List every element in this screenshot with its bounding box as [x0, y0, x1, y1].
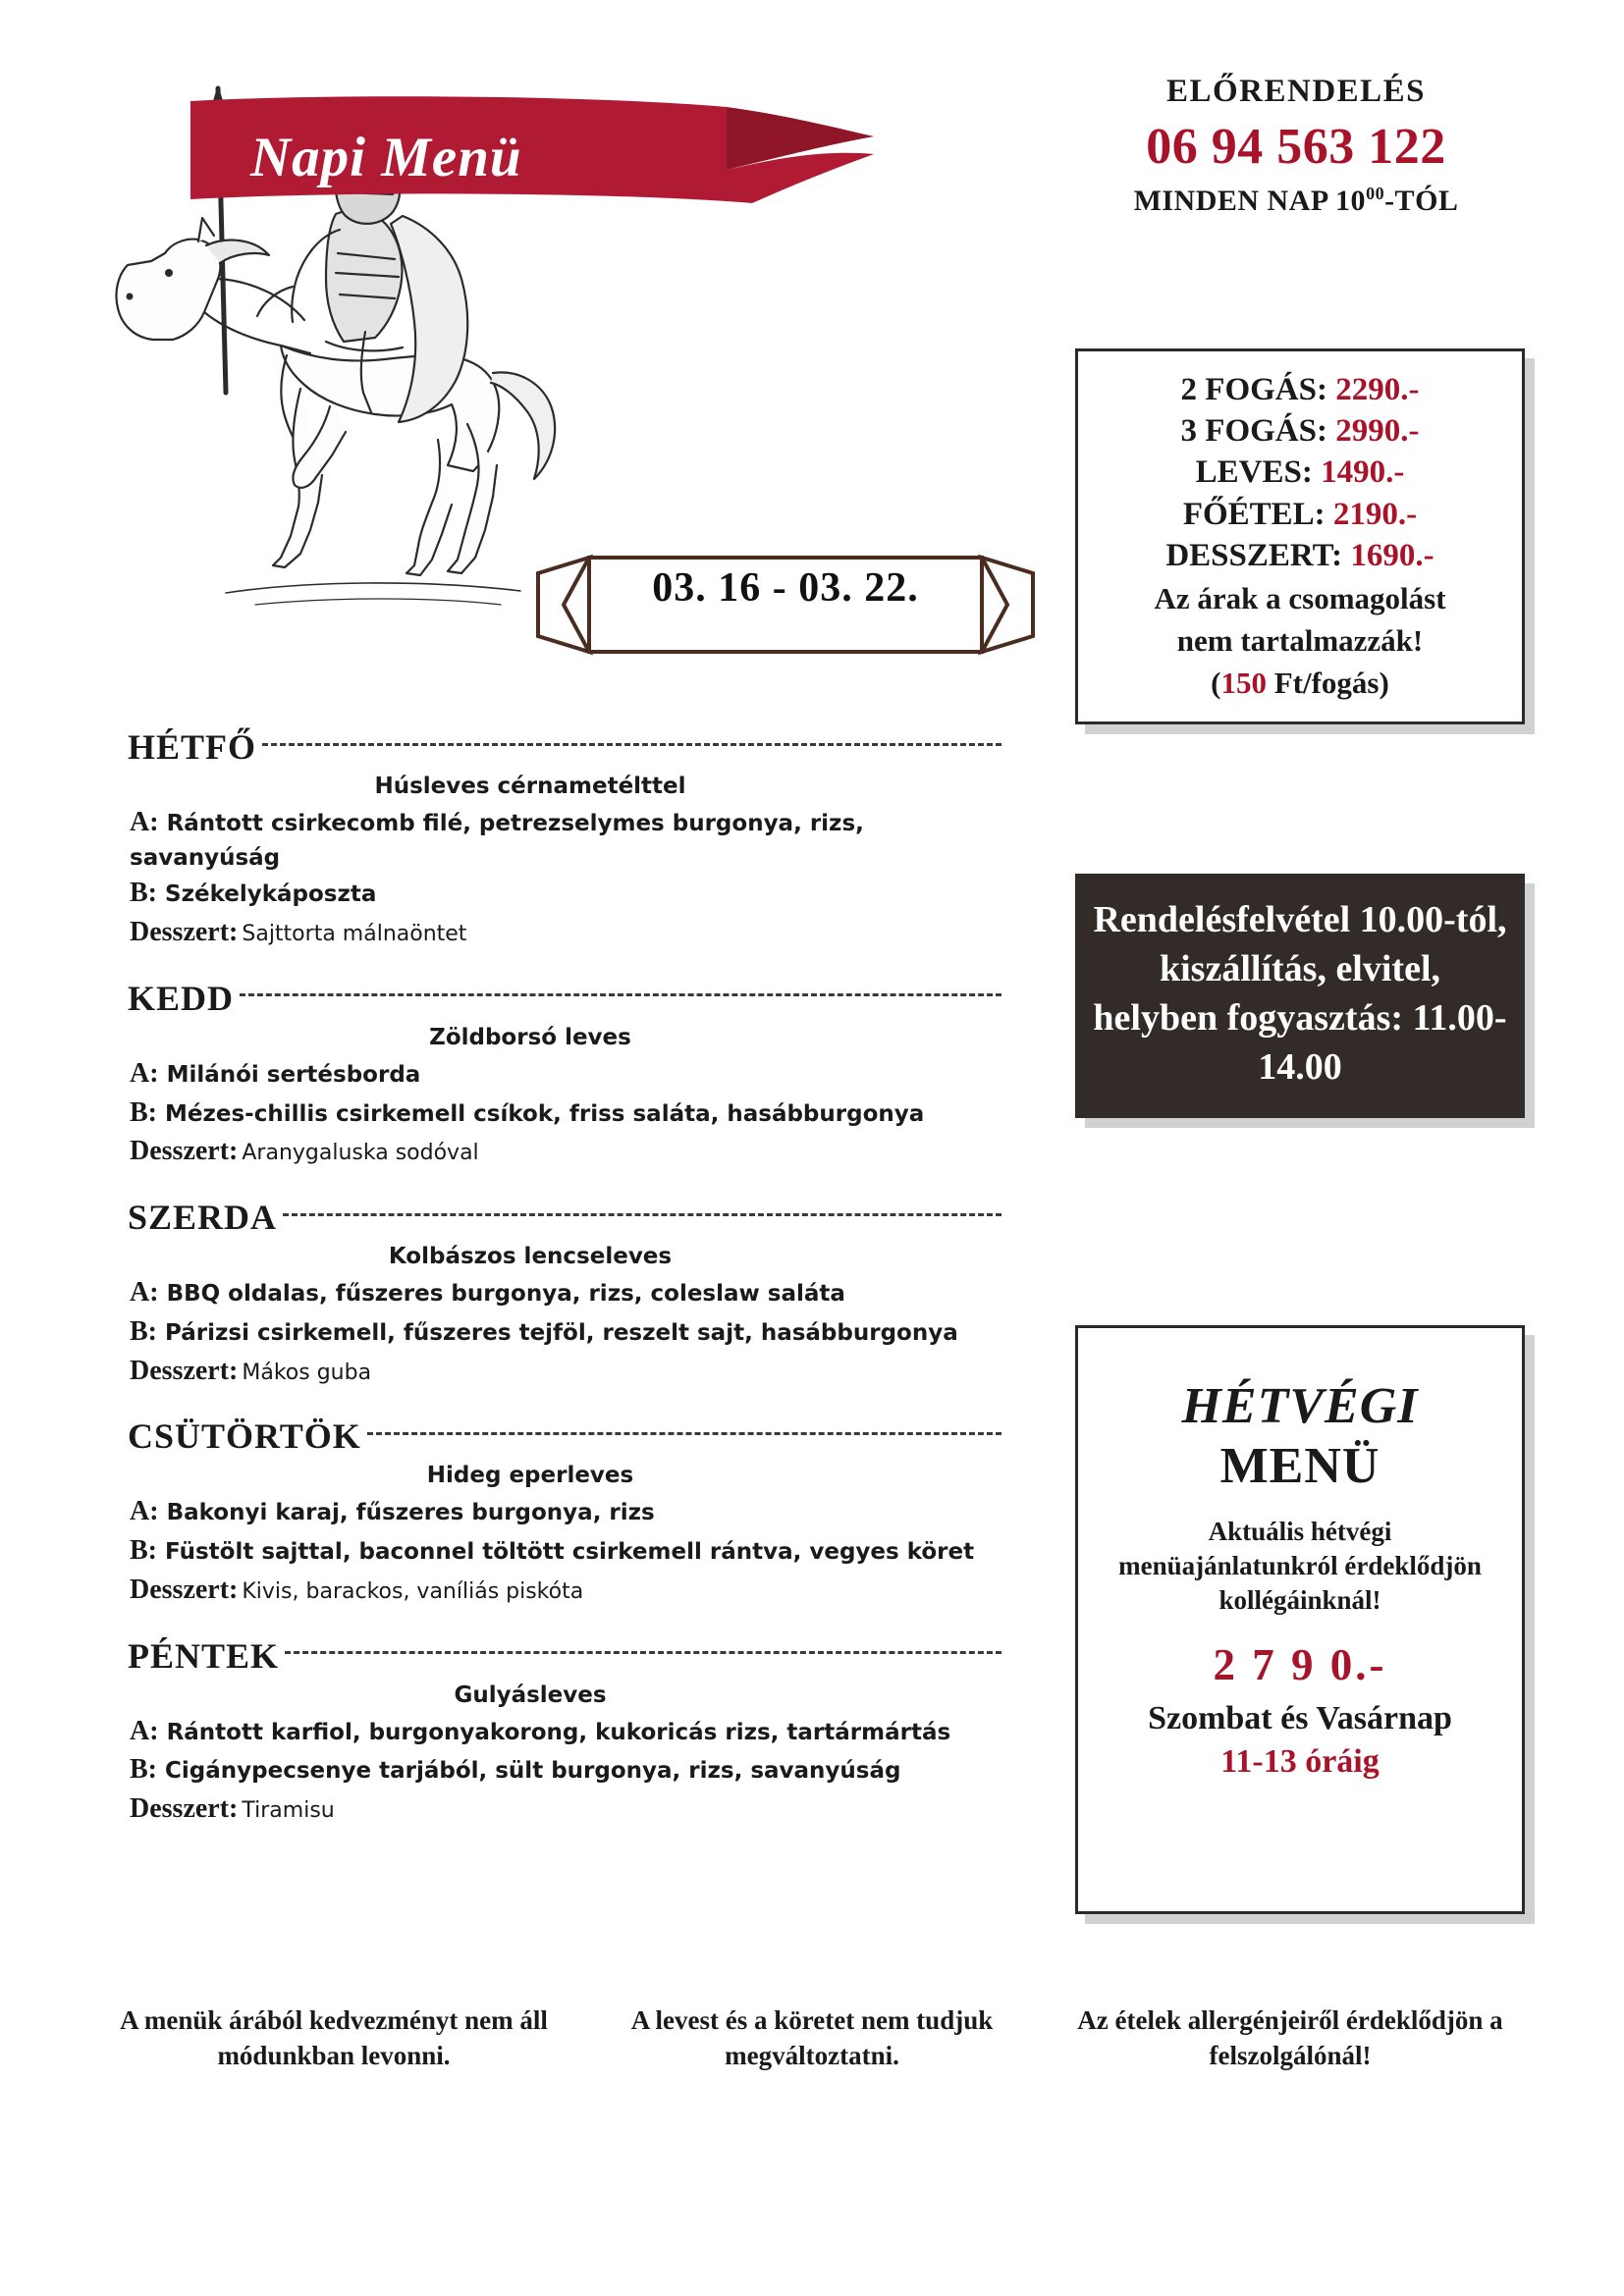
course-a-tag: A: [130, 1715, 159, 1746]
menu-dessert [130, 1352, 1011, 1391]
course-b-tag: B: [130, 1754, 157, 1786]
preorder-label: ELŐRENDELÉS [1165, 74, 1427, 109]
dessert-label: Desszert: [130, 1136, 239, 1167]
dessert-text: Aranygaluska sodóval [242, 1141, 479, 1166]
preorder-hours [1041, 184, 1551, 218]
course-b-text: Székelykáposzta [165, 881, 377, 908]
course-a-text: Bakonyi karaj, fűszeres burgonya, rizs [166, 1500, 655, 1526]
price-amount: 2990.- [1335, 413, 1420, 450]
dessert-text: Tiramisu [242, 1798, 335, 1824]
packaging-fee-note [1092, 665, 1508, 703]
menu-course-b [130, 1312, 1011, 1352]
banner-title-text: Napi Menü [250, 127, 522, 188]
price-amount: 2190.- [1332, 496, 1418, 532]
menu-course-b [130, 1750, 1011, 1789]
course-a-text: Rántott karfiol, burgonyakorong, kukoricás rizs, tartármártás [166, 1719, 951, 1745]
menu-dessert [130, 1789, 1011, 1829]
packaging-fee-unit: Ft/fogás) [1266, 665, 1389, 700]
packaging-fee-amount: 150 [1220, 665, 1267, 700]
menu-dessert [130, 1132, 1011, 1171]
dessert-label: Desszert: [130, 1793, 239, 1825]
course-b-text: Cigánypecsenye tarjából, sült burgonya, rizs, savanyúság [165, 1758, 901, 1785]
menu-course-a [130, 1054, 1011, 1094]
menu-day-header [128, 978, 1001, 1019]
dessert-text: Kivis, barackos, vaníliás piskóta [242, 1578, 584, 1604]
menu-day-name: KEDD [128, 978, 235, 1018]
price-note-line-1: Az árak a csomagolást [1154, 581, 1446, 616]
dashed-divider [240, 993, 1001, 996]
menu-dessert [130, 1571, 1011, 1610]
price-box [1075, 348, 1525, 724]
menu-day-block [128, 978, 1011, 1171]
footnote-allergens: Az ételek allergénjeiről érdeklődjön a felszolgálónál! [1077, 2005, 1503, 2071]
price-amount: 1690.- [1350, 537, 1435, 573]
menu-course-a [130, 1492, 1011, 1531]
weekend-title-line-1: HÉTVÉGI [1181, 1378, 1419, 1434]
daily-menu-list [128, 726, 1011, 1854]
menu-soup: Gulyásleves [454, 1682, 607, 1708]
preorder-phone[interactable]: 06 94 563 122 [1146, 119, 1446, 175]
weekend-days: Szombat és Vasárnap [1148, 1700, 1452, 1737]
course-b-tag: B: [130, 1315, 157, 1347]
menu-day-header [128, 1635, 1001, 1677]
packaging-paren-open: ( [1211, 665, 1221, 700]
course-a-tag: A: [130, 807, 159, 837]
dessert-label: Desszert: [130, 1574, 239, 1605]
order-info-box [1075, 874, 1525, 1118]
course-b-text: Párizsi csirkemell, fűszeres tejföl, reszelt sajt, hasábburgonya [165, 1319, 958, 1346]
price-label: 3 FOGÁS: [1180, 413, 1327, 450]
preorder-hours-prefix: MINDEN NAP 10 [1133, 185, 1367, 217]
menu-course-b [130, 874, 1011, 913]
course-a-text: Rántott csirkecomb filé, petrezselymes burgonya, rizs, savanyúság [130, 811, 864, 871]
menu-course-b [130, 1094, 1011, 1133]
course-b-text: Mézes-chillis csirkemell csíkok, friss saláta, hasábburgonya [165, 1100, 925, 1127]
dashed-divider [285, 1651, 1001, 1654]
price-amount: 2290.- [1335, 372, 1420, 407]
menu-soup: Húsleves cérnametélttel [374, 774, 686, 799]
menu-soup: Zöldborsó leves [429, 1024, 631, 1050]
dashed-divider [283, 1213, 1001, 1216]
course-b-tag: B: [130, 1096, 157, 1128]
menu-day-name: HÉTFŐ [128, 727, 257, 767]
price-row [1092, 369, 1508, 410]
dashed-divider [367, 1432, 1001, 1435]
footnote-discount: A menük árából kedvezményt nem áll módunkban levonni. [120, 2005, 548, 2071]
menu-soup: Kolbászos lencseleves [388, 1244, 673, 1270]
course-b-tag: B: [130, 878, 157, 909]
dessert-label: Desszert: [130, 917, 239, 948]
menu-day-name: CSÜTÖRTÖK [128, 1416, 361, 1457]
price-note-line-2: nem tartalmazzák! [1176, 622, 1424, 658]
course-a-tag: A: [130, 1277, 159, 1308]
price-label: FŐÉTEL: [1182, 496, 1326, 532]
preorder-block [1041, 74, 1551, 218]
weekend-subtitle: Aktuális hétvégi menüajánlatunkról érdeklődjön kollégáinknál! [1118, 1517, 1482, 1616]
menu-date-range: 03. 16 - 03. 22. [652, 565, 919, 611]
menu-day-name: PÉNTEK [128, 1635, 280, 1676]
weekend-title-line-2: MENÜ [1219, 1438, 1380, 1494]
weekend-menu-box [1075, 1325, 1525, 1914]
course-a-tag: A: [130, 1496, 159, 1527]
preorder-hours-sup: 00 [1366, 184, 1385, 203]
course-a-text: Milánói sertésborda [166, 1061, 421, 1088]
price-row [1092, 410, 1508, 452]
menu-course-a [130, 803, 1011, 874]
menu-dessert [130, 913, 1011, 952]
price-label: 2 FOGÁS: [1180, 372, 1327, 407]
weekend-price: 2 7 9 0.- [1213, 1640, 1387, 1690]
price-row [1092, 452, 1508, 493]
menu-day-header [128, 1197, 1001, 1238]
course-b-text: Füstölt sajttal, baconnel töltött csirkemell rántva, vegyes köret [165, 1539, 975, 1566]
menu-day-block [128, 1415, 1011, 1609]
order-info-text: Rendelésfelvétel 10.00-tól, kiszállítás, elvitel, helyben fogyasztás: 11.00-14.00 [1093, 899, 1507, 1089]
weekend-time: 11-13 óráig [1220, 1743, 1380, 1781]
preorder-hours-suffix: -TÓL [1384, 185, 1459, 217]
menu-day-block [128, 1197, 1011, 1390]
price-row [1092, 494, 1508, 535]
dashed-divider [262, 743, 1001, 746]
footer-notes [0, 2002, 1624, 2074]
footnote-substitution: A levest és a köretet nem tudjuk megváltoztatni. [630, 2005, 994, 2071]
dessert-text: Mákos guba [242, 1360, 372, 1385]
menu-course-a [130, 1712, 1011, 1751]
price-amount: 1490.- [1321, 454, 1405, 491]
menu-day-header [128, 726, 1001, 768]
menu-soup: Hideg eperleves [426, 1463, 634, 1489]
menu-day-header [128, 1415, 1001, 1457]
course-a-tag: A: [130, 1057, 159, 1089]
dessert-text: Sajttorta málnaöntet [242, 922, 467, 947]
menu-day-block [128, 726, 1011, 952]
price-label: DESSZERT: [1165, 537, 1343, 573]
dessert-label: Desszert: [130, 1355, 239, 1386]
course-a-text: BBQ oldalas, fűszeres burgonya, rizs, coleslaw saláta [166, 1281, 845, 1308]
price-label: LEVES: [1195, 454, 1313, 491]
menu-day-block [128, 1635, 1011, 1829]
price-row [1092, 535, 1508, 576]
menu-day-name: SZERDA [128, 1198, 278, 1238]
course-b-tag: B: [130, 1535, 157, 1567]
menu-course-a [130, 1273, 1011, 1312]
menu-course-b [130, 1531, 1011, 1571]
